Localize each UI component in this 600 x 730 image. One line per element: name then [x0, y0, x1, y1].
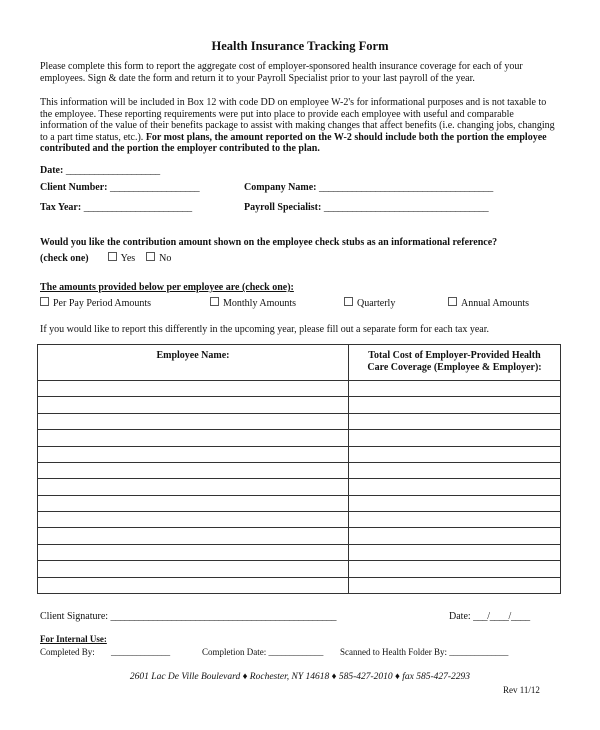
total-cost-cell[interactable] — [349, 544, 561, 560]
client-number-line[interactable]: ___________________ — [110, 182, 200, 193]
completed-by-line[interactable]: ______________ — [111, 647, 170, 657]
annual-label: Annual Amounts — [461, 298, 530, 309]
annual-checkbox[interactable] — [448, 297, 457, 306]
completed-by-label: Completed By: — [40, 647, 95, 657]
quarterly-checkbox[interactable] — [344, 297, 353, 306]
client-signature-label: Client Signature: — [40, 611, 109, 622]
employee-name-cell[interactable] — [38, 528, 349, 544]
amounts-heading — [40, 282, 294, 293]
page-title: Health Insurance Tracking Form — [211, 39, 389, 53]
scanned-by-line[interactable]: ______________ — [449, 647, 509, 657]
employee-name-header-text: Employee Name: — [156, 350, 230, 361]
monthly-label: Monthly Amounts — [223, 298, 297, 309]
total-cost-cell[interactable] — [349, 495, 561, 511]
employee-name-cell[interactable] — [38, 397, 349, 413]
total-cost-cell[interactable] — [349, 561, 561, 577]
per-pay-checkbox[interactable] — [40, 297, 49, 306]
table-row — [38, 397, 561, 413]
internal-use-heading-text: For Internal Use: — [40, 634, 107, 644]
yes-checkbox[interactable] — [108, 252, 117, 261]
table-row — [38, 413, 561, 429]
company-name-field[interactable] — [244, 182, 493, 193]
date-label: Date: — [40, 165, 64, 176]
monthly-checkbox[interactable] — [210, 297, 219, 306]
table-row — [38, 577, 561, 594]
total-cost-header — [349, 345, 561, 381]
table-row — [38, 446, 561, 462]
table-row — [38, 528, 561, 544]
tax-year-line[interactable]: _______________________ — [83, 202, 192, 213]
signature-date-label: Date: — [449, 611, 471, 622]
employee-name-cell[interactable] — [38, 430, 349, 446]
total-cost-cell[interactable] — [349, 397, 561, 413]
completed-by-field[interactable] — [40, 647, 170, 657]
separate-form-note: If you would like to report this differently in the upcoming year, please fill out a separate form for each tax year. — [40, 324, 489, 335]
scanned-by-label: Scanned to Health Folder By: — [340, 647, 447, 657]
quarterly-label: Quarterly — [357, 298, 396, 309]
signature-date-line[interactable]: ___/____/____ — [473, 611, 530, 622]
per-pay-label: Per Pay Period Amounts — [53, 298, 152, 309]
table-header-row — [38, 345, 561, 381]
table-row — [38, 462, 561, 478]
table-row — [38, 381, 561, 397]
table-row — [38, 544, 561, 560]
yes-label: Yes — [120, 253, 136, 264]
amount-option-per-pay[interactable] — [40, 297, 151, 309]
total-cost-cell[interactable] — [349, 446, 561, 462]
amount-option-quarterly[interactable] — [344, 297, 395, 309]
total-cost-cell[interactable] — [349, 512, 561, 528]
check-stub-question-text: Would you like the contribution amount shown on the employee check stubs as an informational reference? — [40, 237, 498, 248]
check-stub-question — [40, 237, 497, 248]
employee-name-cell[interactable] — [38, 381, 349, 397]
amounts-heading-text: The amounts provided below per employee are (check one): — [40, 282, 294, 293]
total-cost-cell[interactable] — [349, 479, 561, 495]
signature-date-field[interactable] — [449, 611, 530, 622]
client-signature-line[interactable]: ________________________________________________ — [110, 611, 337, 622]
table-row — [38, 495, 561, 511]
employee-name-cell[interactable] — [38, 462, 349, 478]
employee-table — [37, 344, 561, 594]
tax-year-label: Tax Year: — [40, 202, 82, 213]
total-cost-cell[interactable] — [349, 381, 561, 397]
total-cost-cell[interactable] — [349, 577, 561, 594]
client-signature-field[interactable] — [40, 611, 336, 622]
table-row — [38, 430, 561, 446]
employee-name-cell[interactable] — [38, 495, 349, 511]
tax-year-field[interactable] — [40, 202, 192, 213]
employee-name-header — [38, 345, 349, 381]
total-cost-cell[interactable] — [349, 413, 561, 429]
completion-date-label: Completion Date: — [202, 647, 267, 657]
internal-use-heading — [40, 634, 107, 644]
employee-name-cell[interactable] — [38, 544, 349, 560]
no-checkbox[interactable] — [146, 252, 155, 261]
total-cost-cell[interactable] — [349, 528, 561, 544]
employee-name-cell[interactable] — [38, 577, 349, 594]
amount-option-monthly[interactable] — [210, 297, 296, 309]
intro-paragraph-2-bold: For most plans, the amount reported on the W-2 should include both the portion the employee contributed and the portion the employer contributed to the plan. — [40, 131, 547, 155]
completion-date-field[interactable] — [202, 647, 323, 657]
intro-paragraph-2 — [40, 97, 560, 155]
table-row — [38, 561, 561, 577]
total-cost-cell[interactable] — [349, 430, 561, 446]
date-field[interactable] — [40, 165, 160, 176]
no-label: No — [159, 253, 172, 264]
company-name-line[interactable]: _____________________________________ — [319, 182, 493, 193]
company-name-label: Company Name: — [244, 182, 317, 193]
payroll-specialist-line[interactable]: ___________________________________ — [323, 202, 489, 213]
amount-option-annual[interactable] — [448, 297, 529, 309]
check-one-label: (check one) — [40, 253, 89, 264]
revision-label: Rev 11/12 — [503, 685, 540, 695]
footer-address: 2601 Lac De Ville Boulevard ♦ Rochester, NY 14618 ♦ 585-427-2010 ♦ fax 585-427-2293 — [129, 672, 471, 682]
employee-name-cell[interactable] — [38, 446, 349, 462]
payroll-specialist-field[interactable] — [244, 202, 488, 213]
check-stub-options — [40, 252, 171, 264]
employee-name-cell[interactable] — [38, 413, 349, 429]
client-number-field[interactable] — [40, 182, 199, 193]
scanned-by-field[interactable] — [340, 647, 508, 657]
intro-paragraph-2-text: This information will be included in Box 12 with code DD on employee W-2's for informational purposes and is not taxable to the employee. These reporting requirements were put into place to provide each employee with useful and comparable information of the value of their benefits package to assist with making changes that affect benefits (i.e. changing jobs, changing to a part time status, etc.). — [40, 97, 555, 143]
employee-name-cell[interactable] — [38, 512, 349, 528]
total-cost-header-line1: Total Cost of Employer-Provided Health — [368, 350, 541, 361]
intro-paragraph-1: Please complete this form to report the aggregate cost of employer-sponsored health insurance coverage for each of your employees. Sign & date the form and return it to your Payroll Specialist prior to your last payroll of the year. — [40, 61, 523, 84]
total-cost-header-line2: Care Coverage (Employee & Employer): — [367, 362, 542, 373]
table-row — [38, 479, 561, 495]
employee-name-cell[interactable] — [38, 561, 349, 577]
date-line[interactable]: ____________________ — [65, 165, 160, 176]
completion-date-line[interactable]: _____________ — [268, 647, 324, 657]
total-cost-cell[interactable] — [349, 462, 561, 478]
payroll-specialist-label: Payroll Specialist: — [244, 202, 322, 213]
employee-name-cell[interactable] — [38, 479, 349, 495]
table-row — [38, 512, 561, 528]
client-number-label: Client Number: — [40, 182, 108, 193]
